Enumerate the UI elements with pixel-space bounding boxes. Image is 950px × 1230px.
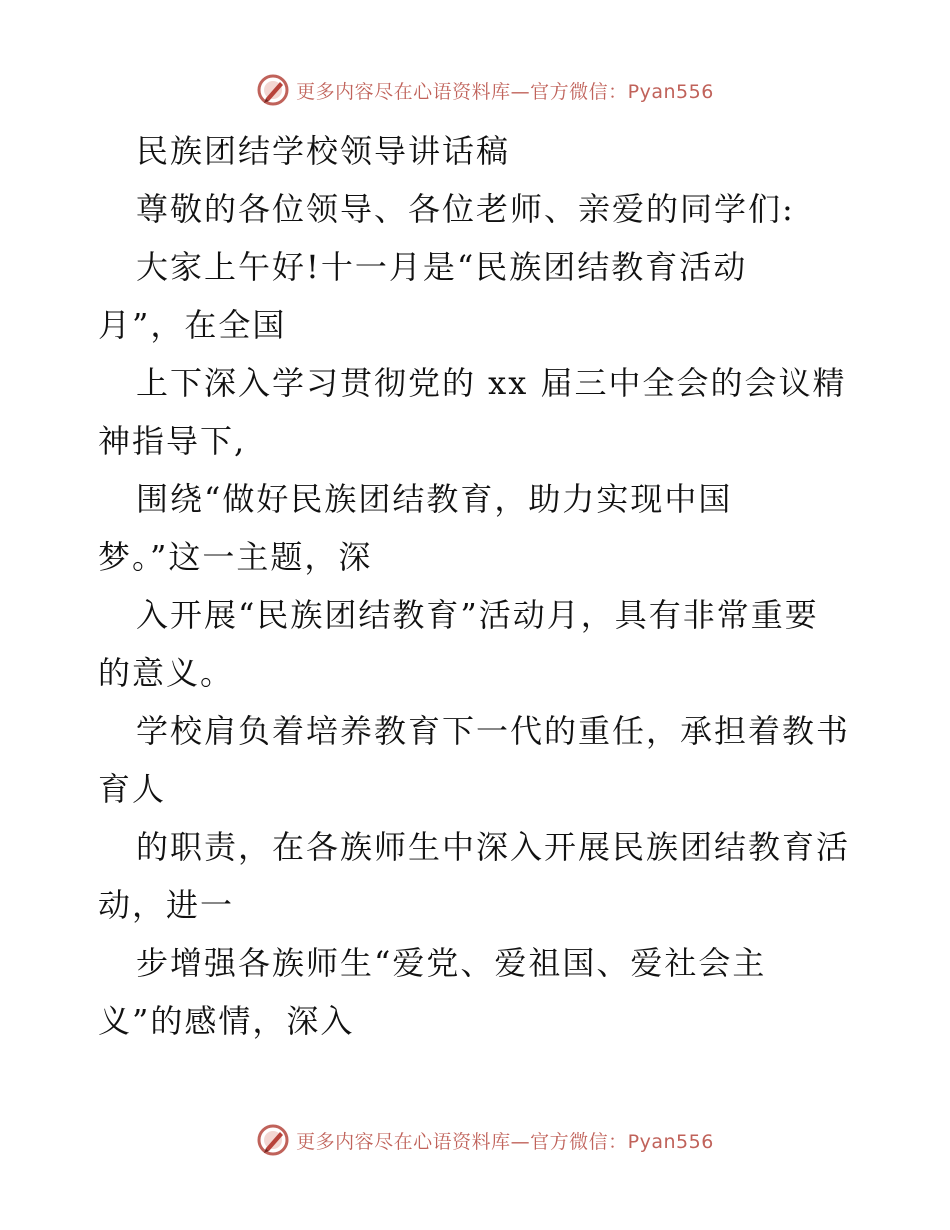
watermark-text: 更多内容尽在心语资料库—官方微信：Pyan556	[296, 1130, 714, 1153]
pen-logo-icon	[256, 1123, 290, 1157]
text-line: 围绕“做好民族团结教育，助力实现中国	[136, 480, 733, 518]
pen-logo-icon	[256, 73, 290, 107]
text-line: 入开展“民族团结教育”活动月，具有非常重要	[136, 596, 819, 634]
text-line: 育人	[98, 770, 167, 808]
text-line: 步增强各族师生“爱党、爱祖国、爱社会主	[136, 944, 767, 982]
text-line: 义”的感情，深入	[98, 1002, 355, 1040]
text-line: 上下深入学习贯彻党的 xx 届三中全会的会议精	[136, 364, 847, 402]
text-line: 的职责，在各族师生中深入开展民族团结教育活	[136, 828, 851, 866]
footer-watermark	[0, 1120, 950, 1160]
text-line: 神指导下,	[98, 422, 247, 460]
text-line: 的意义。	[98, 654, 235, 692]
footer-watermark-content	[256, 1123, 714, 1157]
text-line: 尊敬的各位领导、各位老师、亲爱的同学们:	[136, 190, 795, 228]
text-line: 月”，在全国	[98, 306, 287, 344]
header-watermark	[0, 70, 950, 110]
text-line: 学校肩负着培养教育下一代的重任，承担着教书	[136, 712, 851, 750]
text-line: 大家上午好!十一月是“民族团结教育活动	[136, 248, 748, 286]
document-body	[98, 122, 858, 1050]
text-line: 梦。”这一主题，深	[98, 538, 373, 576]
text-line: 动，进一	[98, 886, 235, 924]
document-title: 民族团结学校领导讲话稿	[136, 132, 511, 170]
header-watermark-content	[256, 73, 714, 107]
watermark-text: 更多内容尽在心语资料库—官方微信：Pyan556	[296, 80, 714, 103]
